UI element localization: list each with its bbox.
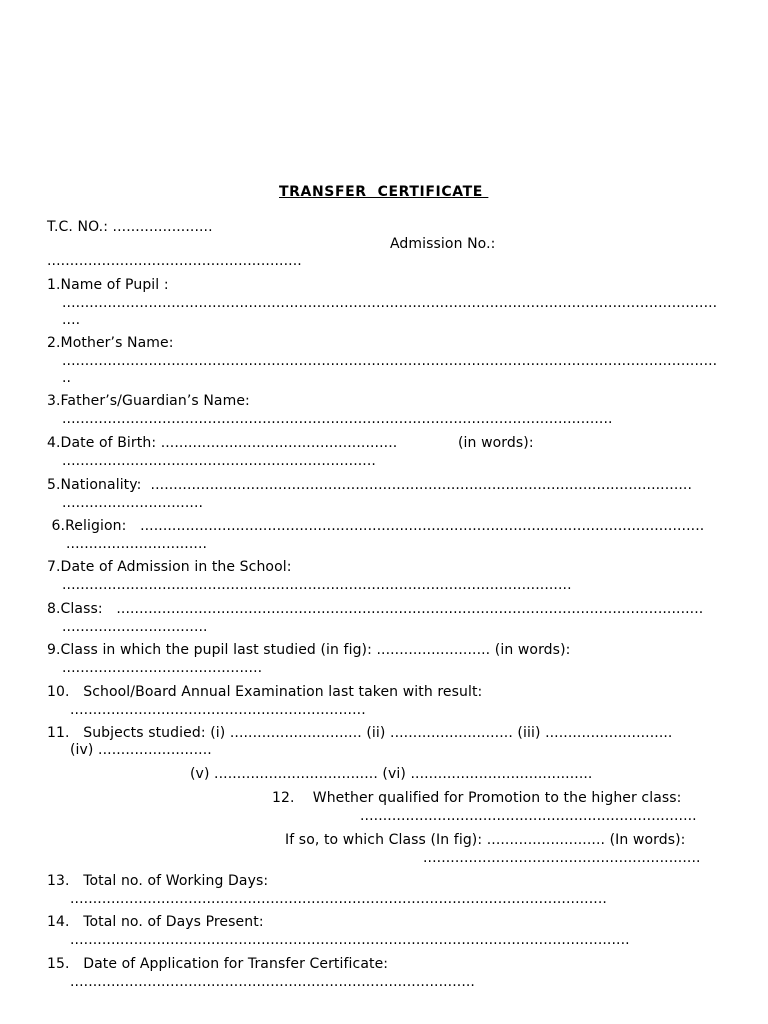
item-12-if-so-class-label: If so, to which Class (In fig): .......................... (In words): [285,832,686,848]
item-9-dots: ............................................ [62,660,263,676]
document-title: TRANSFER CERTIFICATE [279,184,489,200]
item-7-date-of-admission-label: 7.Date of Admission in the School: [47,559,292,575]
item-1-dots: ................................................................................................................................................ [62,295,718,311]
item-12-dots: .......................................................................... [360,808,697,824]
item-11-subjects-studied-label: 11. Subjects studied: (i) ............................. (ii) ........................... (iii) ............................ [47,725,673,741]
item-12-promotion-label: 12. Whether qualified for Promotion to the higher class: [272,790,682,806]
item-4-dots: ..................................................................... [62,453,376,469]
item-13-working-days-label: 13. Total no. of Working Days: [47,873,269,889]
item-5-dots: ............................... [62,495,204,511]
item-15-application-date-label: 15. Date of Application for Transfer Certificate: [47,956,389,972]
item-5-nationality-label: 5.Nationality: ....................................................................................................................... [47,477,693,493]
item-2-dots: ................................................................................................................................................ [62,353,718,369]
item-4-date-of-birth-label: 4.Date of Birth: .................................................... [47,435,398,451]
item-13-dots: ...................................................................................................................... [70,891,607,907]
item-8-dots: ................................ [62,619,208,635]
item-4-in-words-label: (in words): [458,435,534,451]
item-10-dots: ................................................................. [70,702,366,718]
item-9-last-class-label: 9.Class in which the pupil last studied (in fig): ......................... (in words): [47,642,571,658]
admission-number-dots: ........................................................ [47,253,302,269]
item-3-dots: ......................................................................................................................... [62,411,613,427]
item-10-annual-exam-label: 10. School/Board Annual Examination last taken with result: [47,684,483,700]
item-1-name-of-pupil-label: 1.Name of Pupil : [47,277,169,293]
item-8-class-label: 8.Class: ................................................................................................................................. [47,601,704,617]
item-11-subjects-v-vi: (v) .................................... (vi) ........................................ [190,766,593,782]
item-11-subject-iv: (iv) ......................... [70,742,212,758]
item-14-days-present-label: 14. Total no. of Days Present: [47,914,264,930]
item-14-dots: ........................................................................................................................... [70,932,630,948]
tc-number-field: T.C. NO.: ...................... [47,219,213,235]
item-2-mothers-name-label: 2.Mother’s Name: [47,335,174,351]
item-12-in-words-dots: ............................................................. [423,850,701,866]
item-15-dots: ......................................................................................... [70,974,475,990]
item-6-dots: ............................... [66,536,208,552]
item-1-dots-continued: .... [62,312,81,328]
item-3-father-guardian-name-label: 3.Father’s/Guardian’s Name: [47,393,250,409]
item-2-dots-continued: .. [62,370,72,386]
item-7-dots: ................................................................................................................ [62,577,572,593]
item-6-religion-label: 6.Religion: ............................................................................................................................ [47,518,705,534]
admission-number-label: Admission No.: [390,236,496,252]
